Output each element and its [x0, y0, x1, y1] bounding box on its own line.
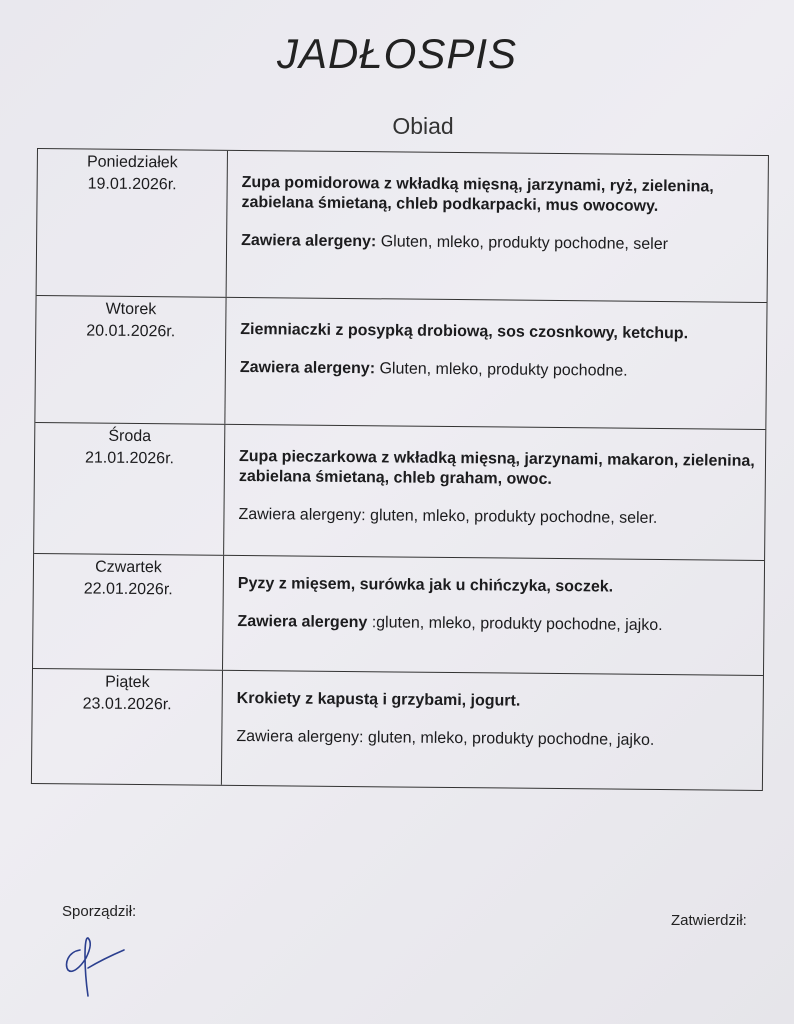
allergens-line	[241, 231, 757, 256]
page-title: JADŁOSPIS	[276, 30, 518, 77]
day-date: 21.01.2026r.	[84, 449, 175, 468]
meal-cell	[225, 298, 766, 429]
day-date: 23.01.2026r.	[82, 695, 172, 714]
allergens-text: Zawiera alergeny: gluten, mleko, produkty pochodne, jajko.	[236, 727, 655, 749]
meal-cell	[222, 671, 763, 790]
table-row	[35, 296, 766, 430]
day-cell	[37, 149, 228, 297]
dish-text: Krokiety z kapustą i grzybami, jogurt.	[236, 689, 521, 710]
dish-text: Zupa pieczarkowa z wkładką mięsną, jarzynami, makaron, zielenina, zabielana śmietaną, chleb graham, owoc.	[238, 447, 755, 488]
table-row	[34, 423, 765, 561]
dish-text: Pyzy z mięsem, surówka jak u chińczyka, soczek.	[237, 574, 614, 596]
page-subtitle: Obiad	[392, 113, 454, 139]
meal-cell	[224, 425, 765, 560]
day-date: 19.01.2026r.	[87, 175, 177, 194]
day-cell	[32, 669, 223, 785]
handwritten-signature	[58, 928, 138, 1004]
day-name: Środa	[108, 427, 152, 446]
allergens-label: Zawiera alergeny	[237, 612, 368, 632]
allergens-text: Gluten, mleko, produkty pochodne, seler	[376, 233, 669, 254]
meal-cell	[227, 151, 768, 302]
day-name: Poniedziałek	[86, 153, 178, 172]
allergens-text: Gluten, mleko, produkty pochodne.	[374, 360, 628, 380]
dish-text: Zupa pomidorowa z wkładką mięsną, jarzynami, ryż, zielenina, zabielana śmietaną, chleb podkarpacki, mus owocowy.	[241, 173, 714, 215]
day-date: 22.01.2026r.	[83, 580, 173, 599]
table-row	[32, 669, 763, 790]
day-cell	[35, 296, 226, 424]
prepared-by-label: Sporządził:	[62, 903, 137, 920]
table-row	[33, 554, 764, 676]
approved-by-label: Zatwierdził:	[671, 912, 747, 929]
allergens-line	[240, 358, 756, 383]
allergens-text: :gluten, mleko, produkty pochodne, jajko.	[367, 614, 663, 635]
day-cell	[34, 423, 225, 555]
allergens-line	[237, 612, 753, 637]
meal-cell	[223, 556, 764, 675]
allergens-line	[238, 505, 754, 530]
menu-table	[31, 148, 769, 791]
day-cell	[33, 554, 224, 670]
day-name: Wtorek	[105, 300, 157, 319]
allergens-line	[236, 727, 752, 752]
table-row	[37, 149, 768, 303]
day-name: Czwartek	[95, 558, 162, 577]
day-date: 20.01.2026r.	[86, 322, 176, 341]
allergens-label: Zawiera alergeny:	[239, 358, 376, 378]
day-name: Piątek	[105, 673, 150, 692]
allergens-label: Zawiera alergeny:	[241, 231, 377, 251]
allergens-text: Zawiera alergeny: gluten, mleko, produkty pochodne, seler.	[238, 505, 658, 527]
dish-text: Ziemniaczki z posypką drobiową, sos czosnkowy, ketchup.	[240, 320, 689, 343]
